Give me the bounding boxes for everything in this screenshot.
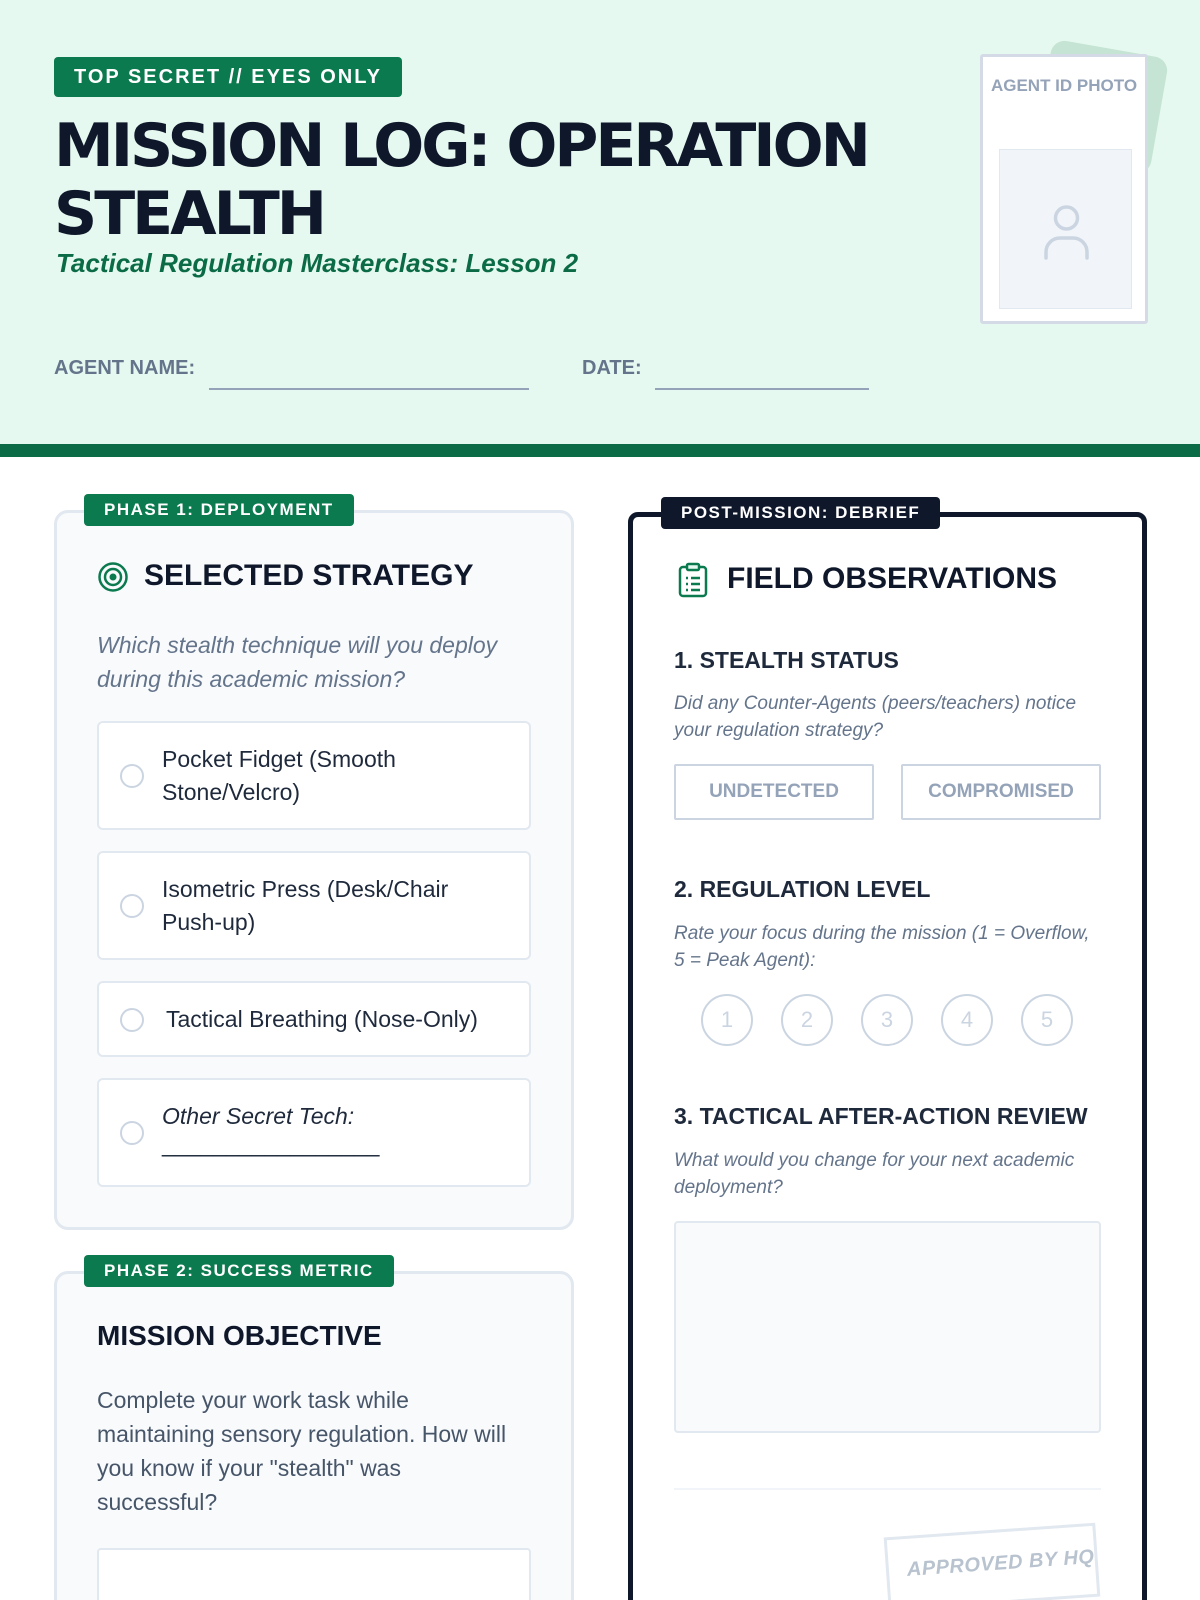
user-icon xyxy=(1000,150,1133,310)
strategy-option-label: Tactical Breathing (Nose-Only) xyxy=(166,1006,478,1032)
stealth-status-question: Did any Counter-Agents (peers/teachers) notice your regulation strategy? xyxy=(674,693,1077,741)
after-action-review-input[interactable] xyxy=(674,1221,1101,1433)
rating-option-4[interactable]: 4 xyxy=(941,994,993,1046)
strategy-option[interactable] xyxy=(97,981,531,1057)
agent-id-photo-label: AGENT ID PHOTO xyxy=(990,76,1138,95)
classification-badge: TOP SECRET // EYES ONLY xyxy=(54,57,402,97)
undetected-button[interactable]: UNDETECTED xyxy=(674,764,874,820)
clipboard-icon xyxy=(677,562,709,598)
objective-answer-box[interactable] xyxy=(97,1548,531,1600)
strategy-option-other[interactable] xyxy=(97,1078,531,1187)
strategy-option[interactable] xyxy=(97,851,531,960)
radio-button[interactable] xyxy=(120,1121,144,1145)
radio-button[interactable] xyxy=(120,1008,144,1032)
page-subtitle: Tactical Regulation Masterclass: Lesson 2 xyxy=(56,248,579,278)
compromised-button[interactable]: COMPROMISED xyxy=(901,764,1101,820)
strategy-option-label: Isometric Press (Desk/Chair Push-up) xyxy=(162,876,449,935)
debrief-tag: POST-MISSION: DEBRIEF xyxy=(661,497,940,529)
field-observations-title: FIELD OBSERVATIONS xyxy=(727,562,1058,595)
other-tech-label: Other Secret Tech: xyxy=(162,1103,355,1129)
agent-name-label: AGENT NAME: xyxy=(54,357,196,379)
strategy-option[interactable] xyxy=(97,721,531,830)
mission-objective-text: Complete your work task while maintaining sensory regulation. How will you know if your "stealth" was successful? xyxy=(97,1387,507,1515)
rating-option-2[interactable]: 2 xyxy=(781,994,833,1046)
target-icon xyxy=(97,561,129,593)
rating-option-5[interactable]: 5 xyxy=(1021,994,1073,1046)
regulation-level-question: Rate your focus during the mission (1 = Overflow, 5 = Peak Agent): xyxy=(674,923,1090,971)
strategy-prompt: Which stealth technique will you deploy during this academic mission? xyxy=(97,632,498,692)
divider xyxy=(674,1488,1101,1490)
debrief-card xyxy=(628,512,1147,1600)
selected-strategy-title: SELECTED STRATEGY xyxy=(144,559,474,592)
other-tech-blank[interactable]: _________________ xyxy=(162,1131,380,1157)
stamp-text: APPROVED BY HQ xyxy=(906,1545,1096,1581)
phase1-tag: PHASE 1: DEPLOYMENT xyxy=(84,494,354,526)
regulation-level-title: 2. REGULATION LEVEL xyxy=(674,876,931,902)
agent-id-photo-card xyxy=(980,54,1148,324)
date-field[interactable] xyxy=(655,388,869,390)
agent-name-field[interactable] xyxy=(209,388,529,390)
photo-placeholder[interactable] xyxy=(999,149,1132,309)
mission-objective-title: MISSION OBJECTIVE xyxy=(97,1320,382,1351)
rating-option-1[interactable]: 1 xyxy=(701,994,753,1046)
radio-button[interactable] xyxy=(120,894,144,918)
header-divider xyxy=(0,444,1200,457)
phase2-tag: PHASE 2: SUCCESS METRIC xyxy=(84,1255,394,1287)
rating-option-3[interactable]: 3 xyxy=(861,994,913,1046)
after-action-review-title: 3. TACTICAL AFTER-ACTION REVIEW xyxy=(674,1103,1088,1129)
strategy-option-label: Pocket Fidget (Smooth Stone/Velcro) xyxy=(162,746,396,805)
after-action-review-question: What would you change for your next academic deployment? xyxy=(674,1150,1075,1198)
approved-stamp xyxy=(884,1523,1101,1600)
page-title: MISSION LOG: OPERATION STEALTH xyxy=(54,111,868,249)
stealth-status-title: 1. STEALTH STATUS xyxy=(674,647,899,673)
radio-button[interactable] xyxy=(120,764,144,788)
date-label: DATE: xyxy=(582,357,642,379)
